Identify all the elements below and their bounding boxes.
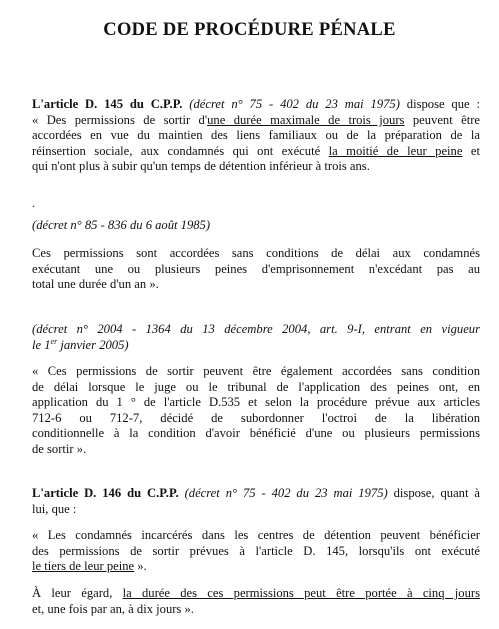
text-run: ». xyxy=(134,559,147,574)
separator-dot: . xyxy=(32,196,35,210)
text-run: À leur égard, xyxy=(32,586,123,600)
article-d146-intro: dispose, quant à xyxy=(387,486,480,500)
underlined-max-duration: une durée maximale de trois jours xyxy=(207,112,405,127)
text-run: « Des permissions de sortir d' xyxy=(32,112,208,127)
article-d145-reference: L'article D. 145 du C.P.P. xyxy=(32,97,183,111)
decree-1985-paragraph xyxy=(32,218,480,234)
article-d145-intro: dispose que : xyxy=(399,97,480,111)
text-line: « Ces permissions de sortir peuvent être également accordées sans condition xyxy=(32,364,480,378)
text-line: exécutant une ou plusieurs peines d'emprisonnement n'excédant pas au xyxy=(32,261,480,276)
detention-centres-paragraph xyxy=(32,528,480,575)
article-d145-decree: (décret n° 75 - 402 du 23 mai 1975) xyxy=(189,97,400,111)
text-line: de délai lorsque le juge ou le tribunal de l'application des peines ont, en xyxy=(32,379,480,394)
text-line: et, une fois par an, à dix jours ». xyxy=(32,601,194,616)
text-line: accordées en vue du maintien des liens familiaux ou de la préparation de la xyxy=(32,128,480,143)
permissions-no-delay-paragraph xyxy=(32,246,480,293)
article-d146-reference: L'article D. 146 du C.P.P. xyxy=(32,486,179,500)
text-line: 712-6 ou 712-7, décidé de subordonner l'octroi de la libération xyxy=(32,410,480,425)
text-run: réinsertion sociale, aux condamnés qui ont exécuté xyxy=(32,143,329,158)
text-run: peuvent être xyxy=(404,112,480,127)
text-line xyxy=(32,338,480,354)
decree-1985-line: (décret n° 85 - 836 du 6 août 1985) xyxy=(32,218,211,232)
text-line xyxy=(32,144,480,160)
text-line: total une durée d'un an ». xyxy=(32,277,159,292)
text-line: application du 1 ° de l'article D.535 et selon la procédure prévue aux articles xyxy=(32,395,480,410)
article-d146-paragraph xyxy=(32,486,480,517)
decree-2004-paragraph xyxy=(32,322,480,353)
text-line xyxy=(32,586,480,602)
permissions-jap-paragraph xyxy=(32,364,480,458)
text-line: lui, que : xyxy=(32,501,77,516)
extended-duration-paragraph xyxy=(32,586,480,617)
underlined-five-days: la durée des ces permissions peut être portée à cinq jours xyxy=(122,586,480,600)
text-line xyxy=(32,113,480,129)
underlined-half-sentence: la moitié de leur peine xyxy=(328,143,463,158)
underlined-third-sentence: le tiers de leur peine xyxy=(32,559,135,574)
text-line: de sortir ». xyxy=(32,441,87,456)
text-run: le 1 xyxy=(32,337,51,352)
text-line: « Les condamnés incarcérés dans les centres de détention peuvent bénéficier xyxy=(32,528,480,542)
page-title: CODE DE PROCÉDURE PÉNALE xyxy=(103,20,396,40)
article-d146-heading-line xyxy=(32,486,480,502)
article-d145-heading-line xyxy=(32,97,480,113)
article-d145-paragraph xyxy=(32,97,480,175)
text-line: (décret n° 2004 - 1364 du 13 décembre 2004, art. 9-I, entrant en vigueur xyxy=(32,322,480,336)
text-run: et xyxy=(462,143,480,158)
text-line: des permissions de sortir prévues à l'article D. 145, lorsqu'ils ont exécuté xyxy=(32,543,480,558)
text-line: qui n'ont plus à subir qu'un temps de détention inférieur à trois ans. xyxy=(32,159,370,174)
text-run: janvier 2005) xyxy=(57,337,129,352)
text-line: conditionnelle à la condition d'avoir bénéficié d'une ou plusieurs permissions xyxy=(32,426,480,441)
text-line: Ces permissions sont accordées sans conditions de délai aux condamnés xyxy=(32,246,480,260)
article-d146-decree: (décret n° 75 - 402 du 23 mai 1975) xyxy=(184,486,388,500)
text-line xyxy=(32,559,480,575)
superscript-er: er xyxy=(50,336,58,346)
